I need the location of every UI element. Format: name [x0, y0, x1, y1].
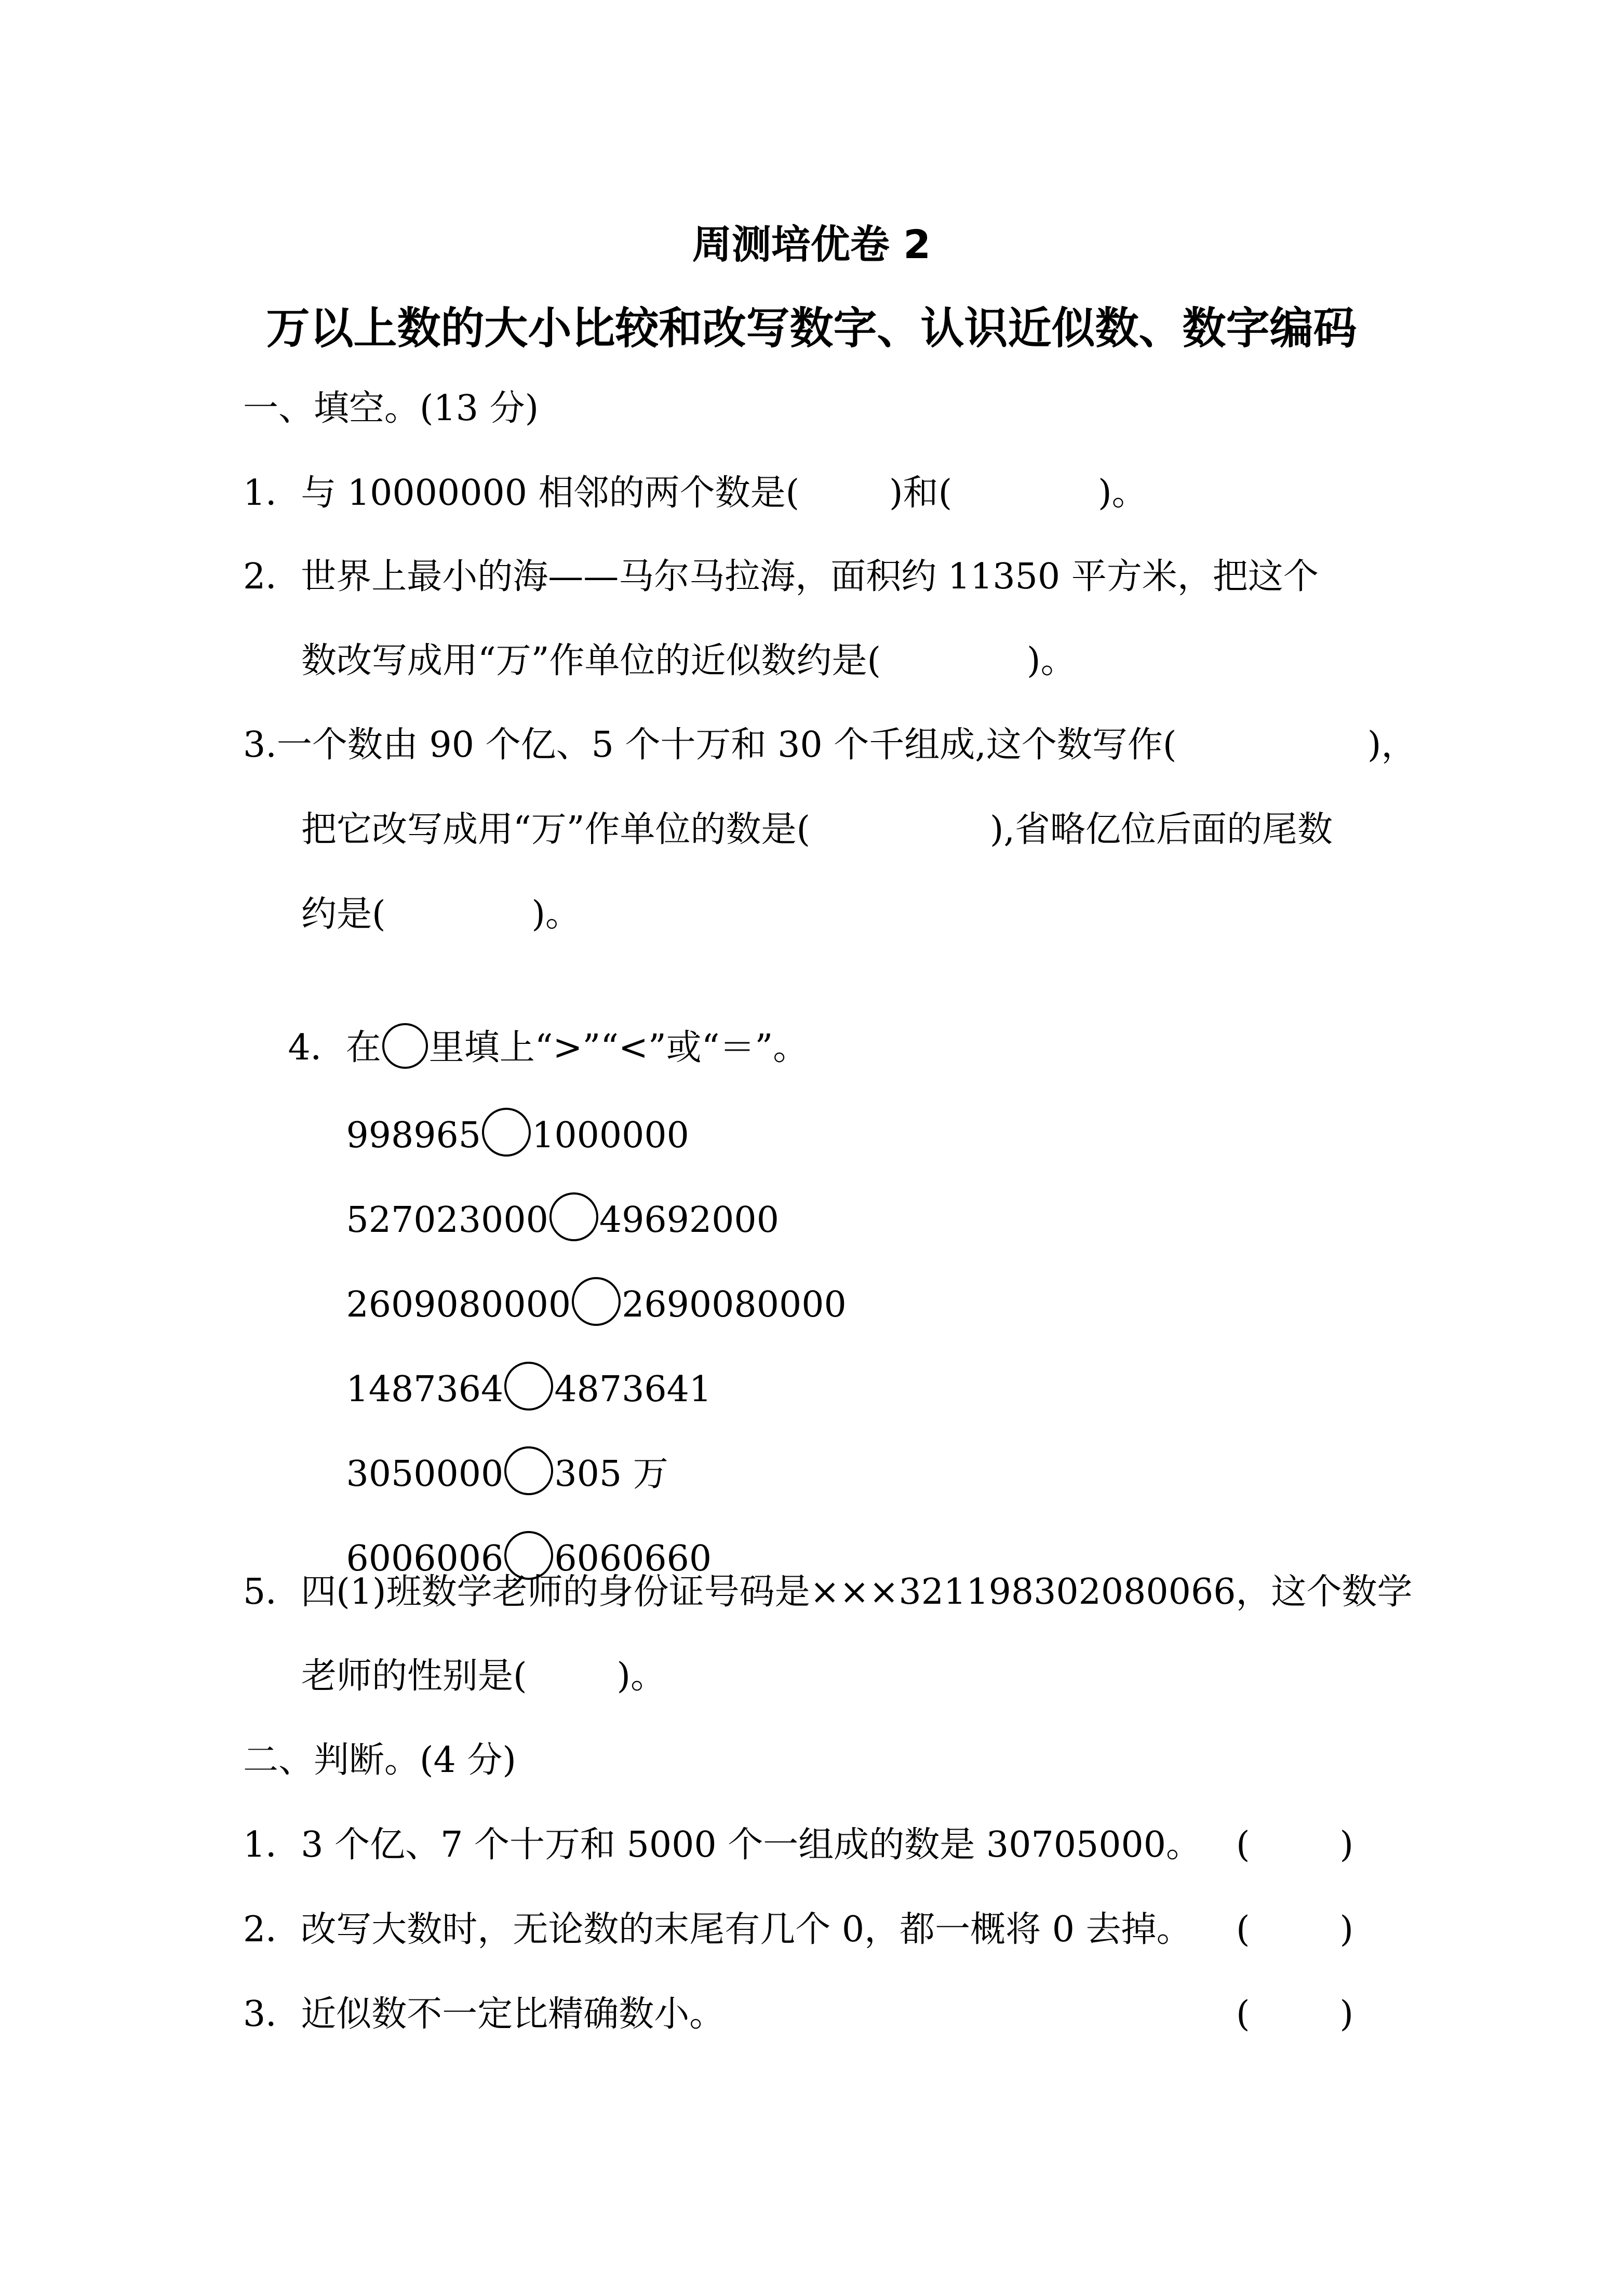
- question-3-line-3: 约是( )。: [301, 894, 581, 935]
- question-2-line-2: 数改写成用“万”作单位的近似数约是( )。: [301, 640, 1076, 681]
- question-3-line-1: 3.一个数由 90 个亿、5 个十万和 30 个千组成,这个数写作( )，: [243, 724, 1417, 766]
- comparison-right: 305 万: [554, 1454, 668, 1495]
- question-3-line-2: 把它改写成用“万”作单位的数是( ),省略亿位后面的尾数: [301, 809, 1333, 850]
- comparison-right: 1000000: [532, 1115, 689, 1156]
- question-4-suffix: 里填上“>”“<”或“＝”。: [428, 1027, 809, 1068]
- judge-item-2-bracket[interactable]: ( ): [1236, 1909, 1353, 1950]
- judge-item-3-bracket[interactable]: ( ): [1236, 1994, 1353, 2035]
- comparison-left: 1487364: [346, 1369, 504, 1410]
- judge-item-1-bracket[interactable]: ( ): [1236, 1824, 1353, 1865]
- page-title: 周测培优卷 2: [692, 221, 931, 267]
- comparison-right: 49692000: [599, 1200, 779, 1241]
- question-2-line-1: 2．世界上最小的海——马尔马拉海，面积约 11350 平方米，把这个: [243, 556, 1319, 597]
- question-5-line-1: 5．四(1)班数学老师的身份证号码是×××321198302080066，这个数学: [243, 1572, 1413, 1613]
- comparison-left: 3050000: [346, 1454, 504, 1495]
- question-1: 1．与 10000000 相邻的两个数是( )和( )。: [243, 473, 1147, 514]
- page-subtitle: 万以上数的大小比较和改写数字、认识近似数、数字编码: [266, 303, 1357, 354]
- comparison-left: 2609080000: [346, 1284, 571, 1325]
- judge-item-1-text: 1．3 个亿、7 个十万和 5000 个一组成的数是 30705000。: [243, 1824, 1202, 1865]
- comparison-left: 998965: [346, 1115, 481, 1156]
- question-5-line-2: 老师的性别是( )。: [301, 1656, 666, 1697]
- comparison-right: 2690080000: [622, 1284, 847, 1325]
- comparison-right: 6060660: [554, 1538, 712, 1579]
- section1-heading: 一、填空。(13 分): [243, 388, 539, 429]
- comparison-right: 4873641: [554, 1369, 712, 1410]
- judge-item-2-text: 2．改写大数时，无论数的末尾有几个 0，都一概将 0 去掉。: [243, 1909, 1192, 1950]
- question-4-prefix: 4．在: [288, 1027, 381, 1068]
- comparison-left: 527023000: [346, 1200, 548, 1241]
- comparison-left: 6006006: [346, 1538, 504, 1579]
- section2-heading: 二、判断。(4 分): [243, 1740, 516, 1781]
- judge-item-3-text: 3．近似数不一定比精确数小。: [243, 1994, 725, 2035]
